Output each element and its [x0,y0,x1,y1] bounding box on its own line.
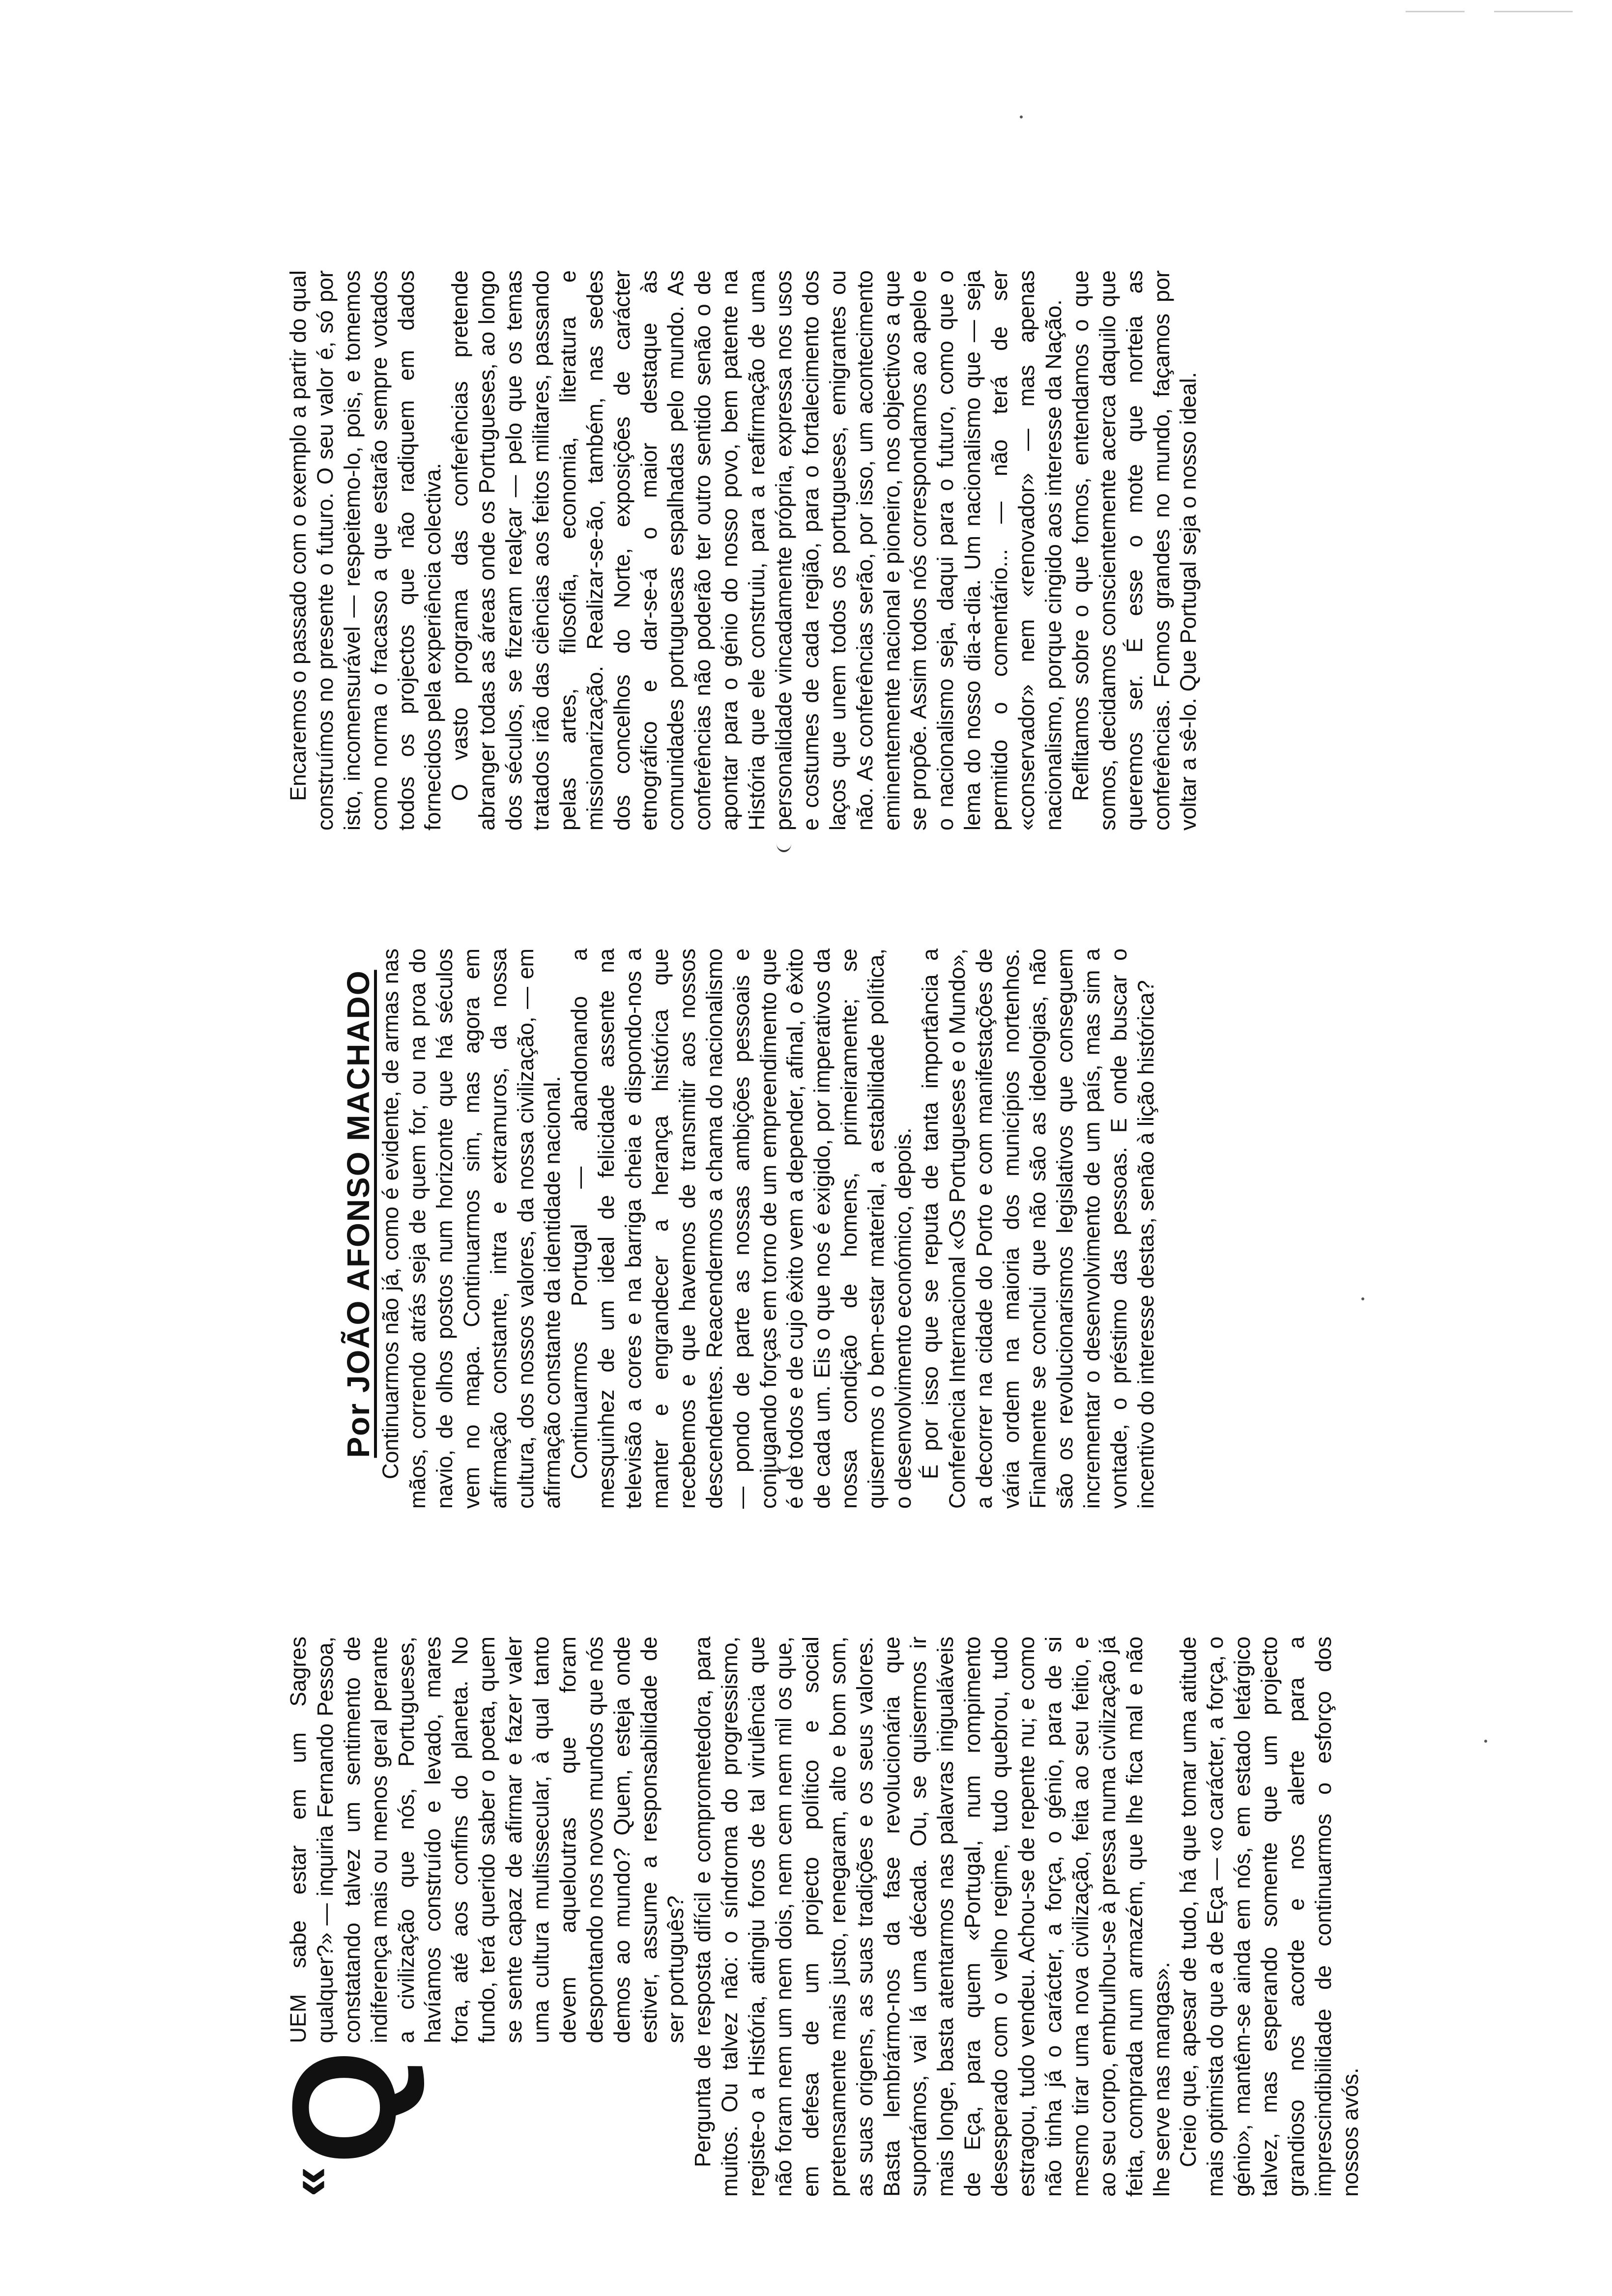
article-lead [261,1636,690,2197]
scan-speck [1020,115,1023,118]
newspaper-article [261,231,1363,2197]
paragraph: Continuarmos não já, como é evidente, de armas nas mãos, correndo atrás seja de quem for, ou na proa do navio, de olhos postos num horizonte que há séculos vem no mapa. Continuarmos sim, mas agora em afirmação constante, intra e extramuros, da nossa cultura, dos nossos valores, da nossa civilização, — em afirmação constante da identidade nacional. [378,948,565,1509]
paragraph: Creio que, apesar de tudo, há que tomar uma atitude mais optimista do que a de Eça — «o carácter, a força, o génio», mantêm-se ainda em nós, em estado letárgico talvez, mas esperando somente que um projecto grandioso nos acorde e nos alerte para a imprescindibilidade de continuarmos o esforço dos nossos avós. [1176,1636,1363,2197]
opening-quote-mark: « [279,2166,340,2197]
paragraph: O vasto programa das conferências pretende abranger todas as áreas onde os Portugueses, ao longo dos séculos, se fizeram realçar — pelo que os temas tratados irão das ciências aos feitos militares, passando pelas artes, filosofia, economia, literatura e missionarização. Realizar-se-ão, também, nas sedes dos concelhos do Norte, exposições de carácter etnográfico e dar-se-á o maior destaque às comunidades portuguesas espalhadas pelo mundo. As conferências não poderão ter outro sentido senão o de apontar para o génio do nosso povo, bem patente na História que ele construiu, para a reafirmação de uma personalidade vincadamente própria, expressa nos usos e costumes de cada região, para o fortalecimento dos laços que unem todos os portugueses, emigrantes ou não. As conferências serão, por isso, um acontecimento eminentemente nacional e pioneiro, nos objectivos a que se propõe. Assim todos nós correspondamos ao apelo e o nacionalismo seja, daqui para o futuro, como que o lema do nosso dia-a-dia. Um nacionalismo que — seja permitido o comentário... — não terá de ser «conservador» nem «renovador» — mas apenas nacionalismo, porque cingido aos interesse da Nação. [447,270,1066,831]
scan-edge-mark [1494,11,1573,12]
author-byline: Por JOÃO AFONSO MACHADO [341,970,376,1458]
article-column-3 [285,270,1202,831]
paragraph: Pergunta de resposta difícil e comprometedora, para muitos. Ou talvez não: o síndroma do progressismo, registe-o a História, atingiu foros de tal virulência que não foram nem um nem dois, nem cem nem mil os que, em defesa de um projecto político e social pretensamente mais justo, renegaram, alto e bom som, as suas origens, as suas tradições e os seus valores. Basta lembrármo-nos da fase revolucionária que suportámos, vai lá uma década. Ou, se quisermos ir mais longe, basta atentarmos nas palavras inigualáveis de Eça, para quem «Portugal, num rompimento desesperado com o velho regime, tudo quebrou, tudo estragou, tudo vendeu. Achou-se de repente nu; e como não tinha já o carácter, a força, o génio, para de si mesmo tirar uma nova civilização, feita ao seu feitio, e ao seu corpo, embrulhou-se à pressa numa civilização já feita, comprada num armazém, que lhe fica mal e não lhe serve nas mangas». [690,1636,1174,2197]
article-column-1 [261,1636,1364,2197]
paragraph: Reflitamos sobre o que fomos, entendamos o que somos, decidamos conscientemente acerca daquilo que queremos ser. É esse o mote que norteia as conferências. Fomos grandes no mundo, façamos por voltar a sê-lo. Que Portugal seja o nosso ideal. [1067,270,1201,831]
scan-speck [1361,1297,1364,1300]
scan-edge-mark [1406,11,1465,12]
lead-paragraph: UEM sabe estar em um Sagres qualquer?» — inquiria Fernando Pessoa, constatando talvez um sentimento de indiferença mais ou menos geral perante a civilização que nós, Portugueses, havíamos construído e levado, mares fora, até aos confins do planeta. No fundo, terá querido saber o poeta, quem se sente capaz de afirmar e fazer valer uma cultura multissecular, à qual tanto devem aqueloutras que foram despontando nos novos mundos que nós demos ao mundo? Quem, esteja onde estiver, assume a responsabilidade de ser português? [286,1636,689,2043]
article-column-2 [339,948,1160,1509]
paragraph: É por isso que se reputa de tanta importância a Conferência Internacional «Os Portugueses e o Mundo», a decorrer na cidade do Porto e com manifestações de vária ordem na maioria dos municípios nortenhos. Finalmente se conclui que não são as ideologias, não são os revolucionarismos legislativos que conseguem incrementar o desenvolvimento de um país, mas sim a vontade, o préstimo das pessoas. E onde buscar o incentivo do interesse destas, senão à lição histórica? [917,948,1159,1509]
paragraph: Continuarmos Portugal — abandonando a mesquinhez de um ideal de felicidade assente na televisão a cores e na barriga cheia e dispondo-nos a manter e engrandecer a herança histórica que recebemos e que havemos de transmitir aos nossos descendentes. Reacendermos a chama do nacionalismo — pondo de parte as nossas ambições pessoais e conjugando forças em torno de um empreendimento que é de todos e de cujo êxito vem a depender, afinal, o êxito de cada um. Eis o que nos é exigido, por imperativos da nossa condição de homens, primeiramente; se quisermos o bem-estar material, a estabilidade política, o desenvolvimento económico, depois. [567,948,916,1509]
paragraph: Encaremos o passado com o exemplo a partir do qual construímos no presente o futuro. O seu valor é, só por isto, incomensurável — respeitemo-lo, pois, e tomemos como norma o fracasso a que estarão sempre votados todos os projectos que não radiquem em dados fornecidos pela experiência colectiva. [286,270,446,831]
drop-cap: Q [261,2050,427,2165]
scan-speck [1484,1740,1487,1743]
